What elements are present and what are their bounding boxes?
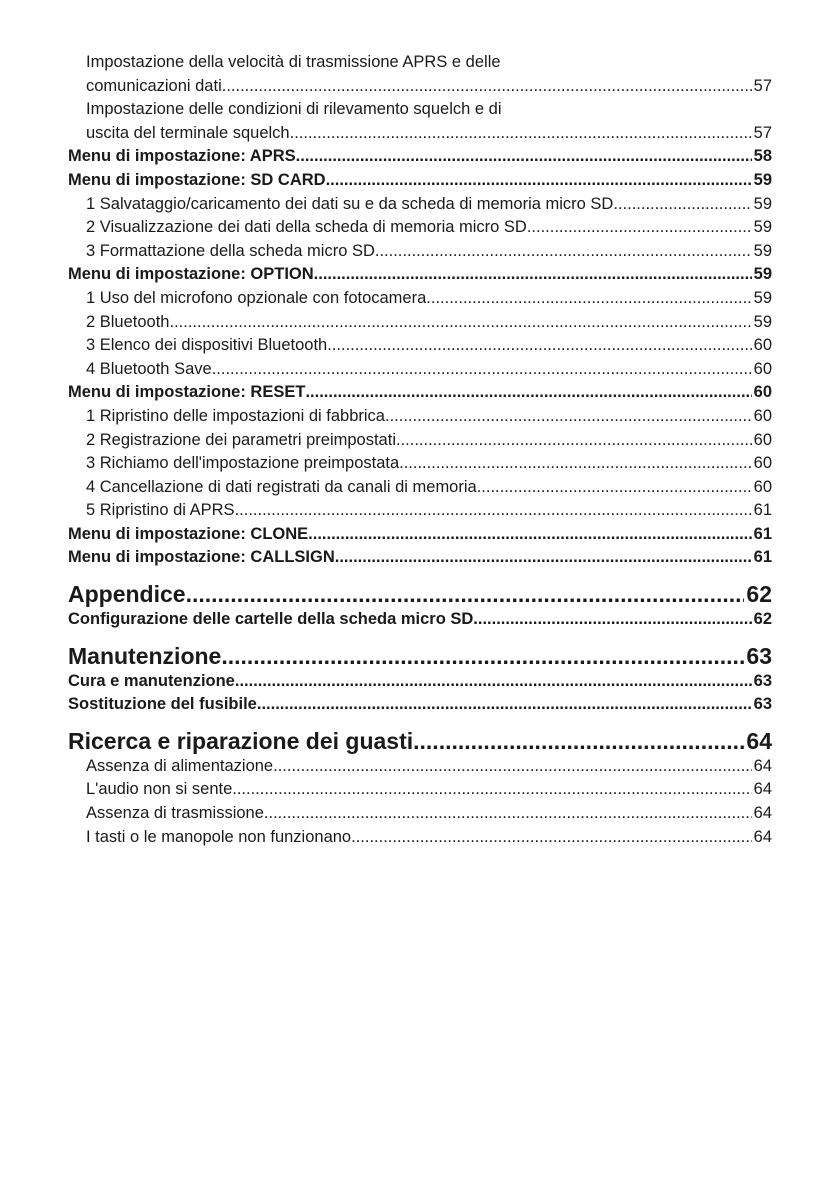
toc-subentry [68, 334, 772, 358]
toc-page-number: 64 [746, 727, 772, 754]
dot-leader [235, 499, 752, 523]
toc-entry-title: Appendice [68, 581, 186, 608]
toc-section [68, 608, 772, 632]
toc-entry-title: Menu di impostazione: CALLSIGN [68, 548, 335, 567]
toc-entry-title: 3 Richiamo dell'impostazione preimpostata [86, 454, 400, 473]
toc-section [68, 523, 772, 547]
toc-page-number: 64 [753, 827, 772, 846]
toc-entry [68, 122, 772, 146]
dot-leader [257, 693, 752, 717]
toc-page-number: 60 [753, 359, 772, 378]
dot-leader [296, 145, 752, 169]
toc-page-number: 62 [746, 581, 772, 608]
toc-entry-title-line1: Impostazione della velocità di trasmissione APRS e delle [86, 53, 501, 71]
toc-entry-title: Menu di impostazione: RESET [68, 383, 306, 402]
toc-page-number: 63 [746, 642, 772, 669]
toc-entry-title: Menu di impostazione: OPTION [68, 265, 314, 284]
toc-page-number: 59 [753, 312, 772, 331]
dot-leader [308, 523, 751, 547]
toc-entry-title: 4 Bluetooth Save [86, 359, 212, 378]
dot-leader [273, 755, 752, 779]
toc-subentry [68, 826, 772, 850]
toc-page-number: 64 [753, 756, 772, 775]
toc-page-number: 60 [753, 454, 772, 473]
toc-entry-title: I tasti o le manopole non funzionano [86, 827, 352, 846]
toc-page-number: 59 [753, 288, 772, 307]
toc-page-number: 60 [753, 430, 772, 449]
dot-leader [235, 670, 752, 694]
toc-page-number: 57 [753, 76, 772, 95]
toc-subentry [68, 311, 772, 335]
toc-subentry [68, 193, 772, 217]
toc-chapter [68, 642, 772, 670]
toc-page-number: 61 [753, 501, 772, 520]
dot-leader [335, 546, 752, 570]
dot-leader [473, 608, 751, 632]
toc-page-number: 63 [753, 671, 772, 690]
toc-entry-wrapped [68, 51, 772, 98]
toc-page-number: 60 [753, 406, 772, 425]
toc-entry-title: 2 Bluetooth [86, 312, 170, 331]
toc-entry-title: 2 Registrazione dei parametri preimpostati [86, 430, 396, 449]
dot-leader [613, 193, 751, 217]
toc-subentry [68, 778, 772, 802]
toc-page-number: 59 [753, 265, 772, 284]
toc-page-number: 57 [753, 123, 772, 142]
toc-entry-title-line1: Impostazione delle condizioni di rilevamento squelch e di [86, 100, 502, 119]
toc-subentry [68, 358, 772, 382]
dot-leader [375, 240, 752, 264]
toc-entry-title: Cura e manutenzione [68, 671, 235, 690]
toc-page-number: 64 [753, 780, 772, 799]
toc-subentry [68, 452, 772, 476]
dot-leader [477, 476, 752, 500]
dot-leader [426, 287, 751, 311]
dot-leader [314, 263, 752, 287]
toc-section [68, 546, 772, 570]
dot-leader [222, 75, 752, 99]
toc-page-number: 64 [753, 804, 772, 823]
dot-leader [527, 216, 752, 240]
dot-leader [351, 826, 752, 850]
dot-leader [221, 642, 744, 670]
toc-subentry [68, 429, 772, 453]
toc-subentry [68, 240, 772, 264]
toc-entry-title-line2: uscita del terminale squelch [86, 123, 290, 142]
dot-leader [326, 169, 752, 193]
dot-leader [413, 727, 744, 755]
toc-section [68, 693, 772, 717]
toc-subentry [68, 802, 772, 826]
toc-section [68, 145, 772, 169]
toc-section [68, 670, 772, 694]
toc-subentry [68, 216, 772, 240]
dot-leader [186, 580, 745, 608]
toc-page-number: 60 [753, 477, 772, 496]
toc-entry-title: Manutenzione [68, 642, 222, 669]
table-of-contents [68, 51, 772, 849]
dot-leader [385, 405, 752, 429]
toc-entry-title: Ricerca e riparazione dei guasti [68, 727, 414, 754]
dot-leader [327, 334, 751, 358]
toc-entry-title: 1 Uso del microfono opzionale con fotocamera [86, 288, 427, 307]
toc-entry-title: 1 Salvataggio/caricamento dei dati su e da scheda di memoria micro SD [86, 194, 614, 213]
toc-entry-title: 3 Elenco dei dispositivi Bluetooth [86, 336, 328, 355]
toc-chapter [68, 727, 772, 755]
toc-entry-title: 4 Cancellazione di dati registrati da canali di memoria [86, 477, 477, 496]
toc-section [68, 169, 772, 193]
toc-section [68, 263, 772, 287]
toc-subentry [68, 287, 772, 311]
toc-entry-title: Assenza di trasmissione [86, 804, 264, 823]
toc-entry-title: Configurazione delle cartelle della scheda micro SD [68, 610, 474, 629]
toc-entry-title: 5 Ripristino di APRS [86, 501, 235, 520]
toc-entry-title: 3 Formattazione della scheda micro SD [86, 241, 375, 260]
toc-page-number: 59 [753, 218, 772, 237]
toc-entry-title: Assenza di alimentazione [86, 756, 274, 775]
toc-page-number: 62 [753, 610, 772, 629]
toc-subentry [68, 405, 772, 429]
toc-entry-wrapped [68, 98, 772, 145]
dot-leader [399, 452, 752, 476]
dot-leader [212, 358, 752, 382]
toc-page-number: 61 [753, 524, 772, 543]
toc-entry-title: Menu di impostazione: SD CARD [68, 170, 326, 189]
toc-entry-title-line2: comunicazioni dati [86, 76, 222, 95]
toc-page-number: 60 [753, 336, 772, 355]
toc-entry-title: L'audio non si sente [86, 780, 233, 799]
toc-section [68, 381, 772, 405]
toc-page-number: 61 [753, 548, 772, 567]
toc-page-number: 60 [753, 383, 772, 402]
toc-entry-title: Sostituzione del fusibile [68, 695, 257, 714]
toc-entry-title: Menu di impostazione: APRS [68, 147, 296, 166]
toc-page-number: 58 [753, 147, 772, 166]
dot-leader [396, 429, 752, 453]
toc-page-number: 63 [753, 695, 772, 714]
toc-page-number: 59 [753, 170, 772, 189]
toc-entry-title: 1 Ripristino delle impostazioni di fabbrica [86, 406, 385, 425]
dot-leader [305, 381, 751, 405]
toc-entry-title: 2 Visualizzazione dei dati della scheda di memoria micro SD [86, 218, 527, 237]
dot-leader [264, 802, 752, 826]
toc-subentry [68, 476, 772, 500]
toc-page-number: 59 [753, 241, 772, 260]
toc-chapter [68, 580, 772, 608]
dot-leader [169, 311, 751, 335]
toc-page-number: 59 [753, 194, 772, 213]
toc-subentry [68, 755, 772, 779]
toc-subentry [68, 499, 772, 523]
toc-entry-title: Menu di impostazione: CLONE [68, 524, 309, 543]
dot-leader [290, 122, 752, 146]
toc-entry [68, 75, 772, 99]
dot-leader [232, 778, 751, 802]
